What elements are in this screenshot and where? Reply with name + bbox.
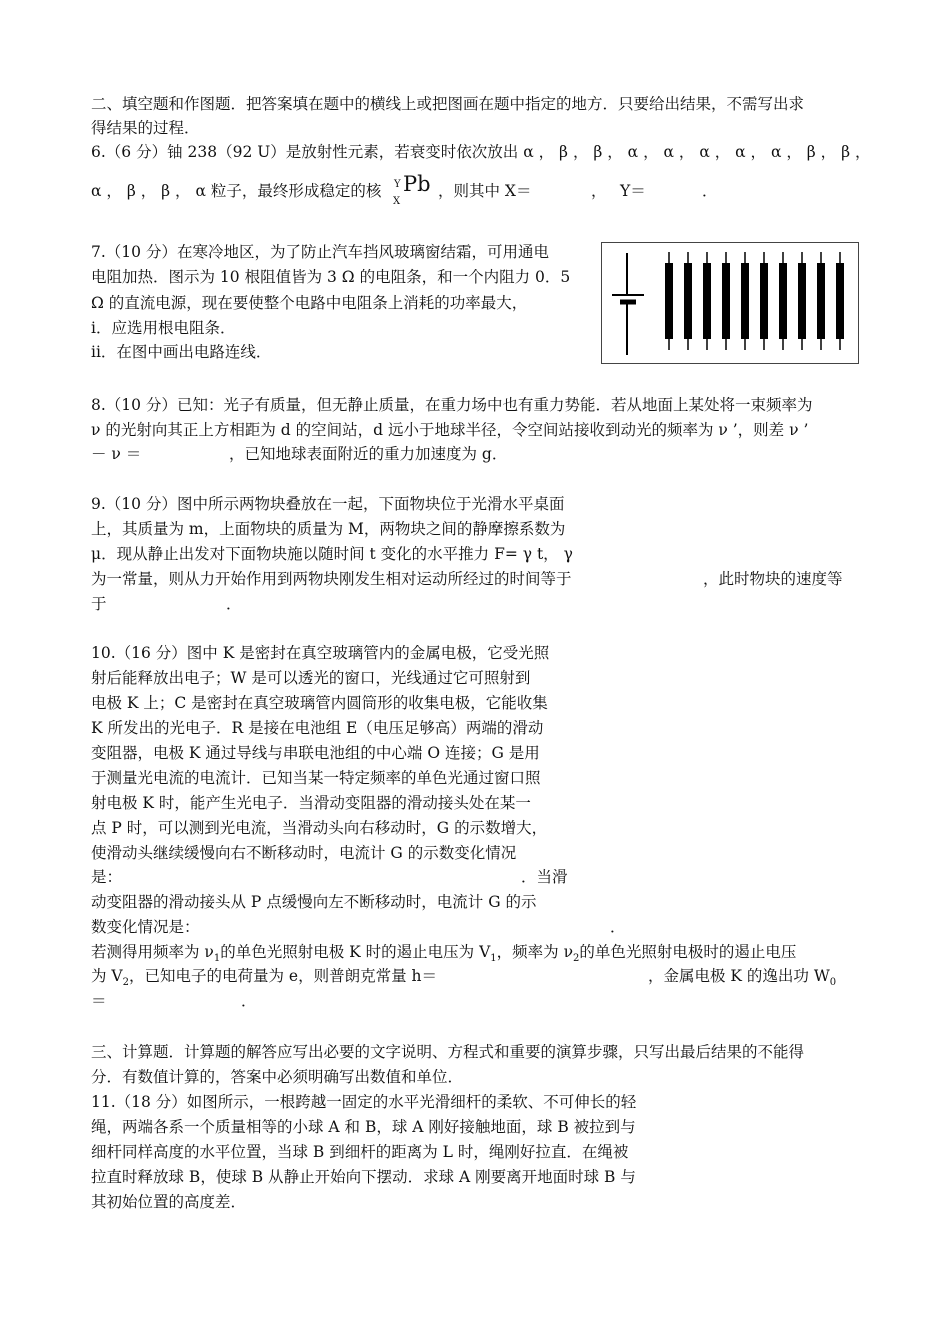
resistor-strip-5 — [741, 252, 749, 350]
q8-line2: ν 的光射向其正上方相距为 d 的空间站，d 远小于地球半径，令空间站接收到动光的频率为 ν ’，则差 ν ’ — [91, 421, 809, 439]
q11-line-2: 绳，两端各系一个质量相等的小球 A 和 B，球 A 刚好接触地面，球 B 被拉到与 — [91, 1118, 636, 1136]
section3-line2: 分．有数值计算的，答案中必须明确写出数值和单位． — [91, 1068, 464, 1086]
q9-line5a: 于 — [91, 595, 107, 613]
q10-line-2: 射后能释放出电子；W 是可以透光的窗口，光线通过它可照射到 — [91, 669, 531, 687]
q6-line2 — [91, 181, 381, 201]
resistor-strips — [665, 252, 844, 350]
q6-text-d: Y＝ — [620, 182, 646, 200]
nucleus-sup: Y — [394, 179, 401, 190]
q8-line3a: － ν ＝ — [91, 445, 142, 463]
q10-sub-v1: 1 — [490, 953, 497, 964]
q7-line-1: 7.（10 分）在寒冷地区，为了防止汽车挡风玻璃窗结霜，可用通电 — [91, 243, 549, 261]
q7-line-5: ii．在图中画出电路连线． — [91, 343, 272, 361]
q7-line-2: 电阻加热．图示为 10 根阻值皆为 3 Ω 的电阻条，和一个内阻力 0．5 — [91, 268, 571, 286]
q7-line-4: i．应选用根电阻条． — [91, 319, 236, 337]
q10-line-4: K 所发出的光电子．R 是接在电池组 E（电压足够高）两端的滑动 — [91, 719, 544, 737]
q10-line-12b: ． — [610, 918, 626, 936]
resistor-strip-3 — [703, 252, 711, 350]
resistor-diagram — [602, 243, 858, 363]
q10-line-10a: 是： — [91, 868, 123, 886]
resistor-strip-10 — [836, 252, 844, 350]
q11-line-4: 拉直时释放球 B，使球 B 从静止开始向下摆动．求球 A 刚要离开地面时球 B 与 — [91, 1168, 636, 1186]
q10-line-10b: ．当滑 — [521, 868, 568, 886]
q10-line-11: 动变阻器的滑动接头从 P 点缓慢向左不断移动时，电流计 G 的示 — [91, 893, 537, 911]
q10-l13-a: 若测得用频率为 ν — [91, 943, 214, 961]
q10-line-6: 于测量光电流的电流计．已知当某一特定频率的单色光通过窗口照 — [91, 769, 541, 787]
q10-line-9: 使滑动头继续缓慢向右不断移动时，电流计 G 的示数变化情况 — [91, 844, 517, 862]
q9-line3: μ．现从静止出发对下面物块施以随时间 t 变化的水平推力 F= γ t， γ — [91, 545, 573, 563]
resistor-strip-6 — [760, 252, 768, 350]
q9-line4a: 为一常量，则从力开始作用到两物块刚发生相对运动所经过的时间等于 — [91, 570, 572, 588]
q6-line1: 6.（6 分）铀 238（92 U）是放射性元素，若衰变时依次放出 α ， β ， β ， α ， α ， α ， α ， α ， β ， β ， — [91, 143, 871, 161]
q10-line-14 — [91, 966, 437, 986]
resistor-strip-1 — [665, 252, 673, 350]
q10-line-12a: 数变化情况是： — [91, 918, 200, 936]
q10-line-15a: ＝ — [91, 992, 107, 1010]
resistor-strip-4 — [722, 252, 730, 350]
section2-line1: 二、填空题和作图题．把答案填在题中的横线上或把图画在题中指定的地方．只要给出结果，不需写出求 — [91, 95, 805, 113]
q10-line-1: 10.（16 分）图中 K 是密封在真空玻璃管内的金属电极，它受光照 — [91, 644, 550, 662]
q10-l14-a: 为 V — [91, 967, 123, 985]
q6-text-e: ． — [702, 182, 718, 200]
section3-line1: 三、计算题．计算题的解答应写出必要的文字说明、方程式和重要的演算步骤，只写出最后结果的不能得 — [91, 1043, 805, 1061]
q10-l13-b: 的单色光照射电极 K 时的遏止电压为 V — [220, 943, 491, 961]
resistor-strip-7 — [779, 252, 787, 350]
q11-line-5: 其初始位置的高度差． — [91, 1193, 247, 1211]
q7-line-3: Ω 的直流电源，现在要使整个电路中电阻条上消耗的功率最大， — [91, 294, 528, 312]
q8-line1: 8.（10 分）已知：光子有质量，但无静止质量，在重力场中也有重力势能．若从地面上某处将一束频率为 — [91, 396, 813, 414]
q10-line-5: 变阻器，电极 K 通过导线与串联电池组的中心端 O 连接；G 是用 — [91, 744, 540, 762]
q6-text-b: ，则其中 X＝ — [438, 182, 532, 200]
q9-line1: 9.（10 分）图中所示两物块叠放在一起，下面物块位于光滑水平桌面 — [91, 495, 565, 513]
q10-l14-b: ，已知电子的电荷量为 e，则普朗克常量 h＝ — [129, 967, 438, 985]
q6-text-c: ， — [591, 182, 607, 200]
q10-line-14c — [648, 966, 836, 986]
q9-line4b: ，此时物块的速度等 — [703, 570, 843, 588]
resistor-strip-9 — [817, 252, 825, 350]
q10-line-7: 射电极 K 时，能产生光电子．当滑动变阻器的滑动接头处在某一 — [91, 794, 531, 812]
q9-line5b: ． — [226, 595, 242, 613]
resistor-strip-2 — [684, 252, 692, 350]
q11-line-1: 11.（18 分）如图所示，一根跨越一固定的水平光滑细杆的柔软、不可伸长的轻 — [91, 1093, 637, 1111]
q10-line-15b: ． — [241, 992, 257, 1010]
q10-line-3: 电极 K 上；C 是密封在真空玻璃管内圆筒形的收集电极，它能收集 — [91, 694, 548, 712]
q9-line2: 上，其质量为 m，上面物块的质量为 M，两物块之间的静摩擦系数为 — [91, 520, 566, 538]
q10-sub-nu1: 1 — [213, 953, 221, 964]
q10-line-13 — [91, 942, 796, 962]
nucleus-pb: Pb — [403, 172, 431, 196]
q10-sub-w0: 0 — [829, 977, 837, 988]
resistor-strip-8 — [798, 252, 806, 350]
section2-line2: 得结果的过程． — [91, 119, 200, 137]
q10-sub-nu2: 2 — [573, 953, 580, 964]
q10-sub-v2: 2 — [122, 977, 129, 988]
q10-l13-c: ，频率为 ν — [496, 943, 574, 961]
q8-line3b: ，已知地球表面附近的重力加速度为 g． — [229, 445, 508, 463]
nucleus-sub: X — [393, 196, 401, 207]
q10-line-8: 点 P 时，可以测到光电流，当滑动头向右移动时，G 的示数增大， — [91, 819, 548, 837]
q10-l14-c: ，金属电极 K 的逸出功 W — [648, 967, 830, 985]
q11-line-3: 细杆同样高度的水平位置，当球 B 到细杆的距离为 L 时，绳刚好拉直．在绳被 — [91, 1143, 629, 1161]
q10-l13-d: 的单色光照射电极时的遏止电压 — [579, 943, 797, 961]
q6-text-a: α ， β ， β ， α 粒子，最终形成稳定的核 — [91, 182, 382, 200]
resistor-figure — [601, 242, 859, 364]
